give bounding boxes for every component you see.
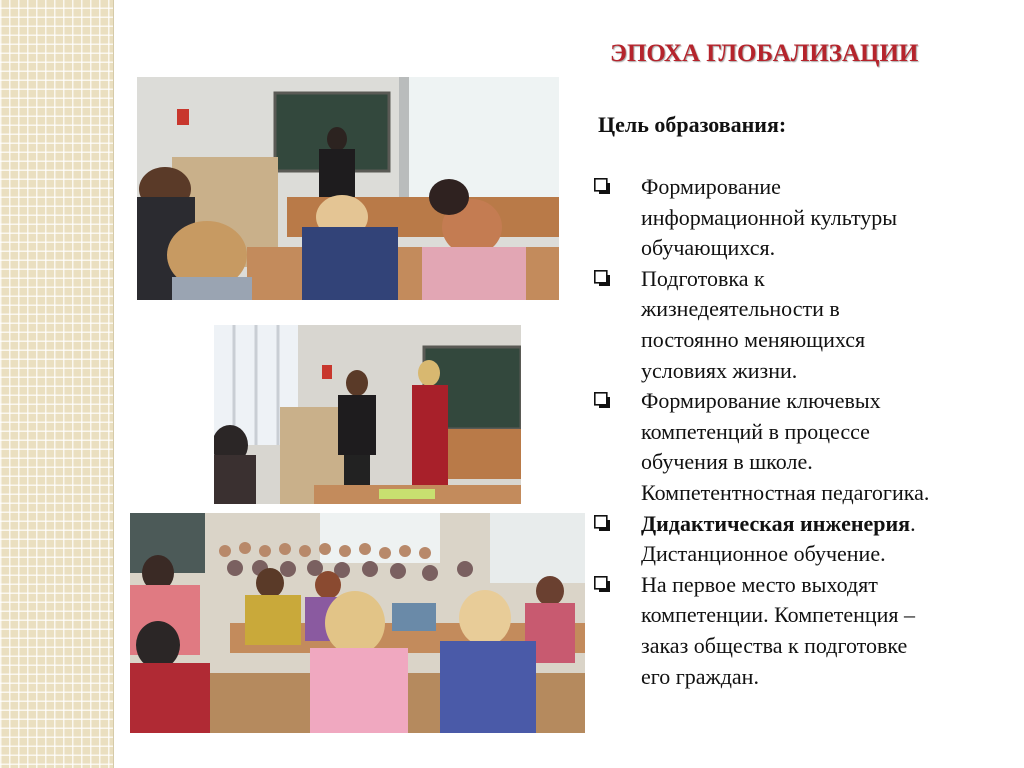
square-bullet-icon [594, 576, 610, 592]
education-goal-heading: Цель образования: [598, 112, 787, 137]
bullet-line: жизнедеятельности в [641, 296, 840, 322]
square-bullet-icon [594, 515, 610, 531]
decorative-side-strip [0, 0, 113, 768]
bullet-item-information-culture [590, 172, 1020, 264]
bullet-line: На первое место выходят [641, 571, 878, 597]
slide-title: ЭПОХА ГЛОБАЛИЗАЦИИ [610, 40, 919, 67]
bullet-line: компетенции. Компетенция – [641, 602, 916, 628]
bullet-punctuation: . [910, 510, 916, 536]
bullet-line: компетенций в процессе [641, 418, 870, 444]
bullet-item-competencies-first [590, 570, 1020, 692]
bullet-line: Формирование [641, 174, 781, 199]
bullet-bold-term: Дидактическая инженерия [641, 510, 911, 536]
square-bullet-icon [594, 392, 610, 408]
bullet-line: информационной культуры [641, 204, 898, 230]
bullet-line: его граждан. [641, 663, 759, 689]
goal-bullet-list [590, 172, 1020, 692]
square-bullet-icon [594, 178, 610, 194]
bullet-line: условиях жизни. [641, 357, 798, 383]
bullet-line: Дистанционное обучение. [641, 541, 886, 567]
classroom-photo-3 [130, 513, 585, 733]
bullet-line: обучения в школе. [641, 449, 813, 475]
bullet-line [641, 509, 1020, 540]
bullet-line: постоянно меняющихся [641, 326, 866, 352]
classroom-photo-2 [214, 325, 521, 504]
bullet-line: обучающихся. [641, 235, 776, 261]
classroom-photo-1 [137, 77, 559, 300]
square-bullet-icon [594, 270, 610, 286]
bullet-item-key-competencies [590, 386, 1020, 508]
bullet-line: Подготовка к [641, 265, 765, 291]
bullet-line: Формирование ключевых [641, 388, 881, 414]
bullet-item-life-preparation [590, 264, 1020, 386]
bullet-line: заказ общества к подготовке [641, 632, 908, 658]
side-strip-border [113, 0, 114, 768]
bullet-line: Компетентностная педагогика. [641, 479, 930, 505]
bullet-item-didactic-engineering [590, 509, 1020, 570]
